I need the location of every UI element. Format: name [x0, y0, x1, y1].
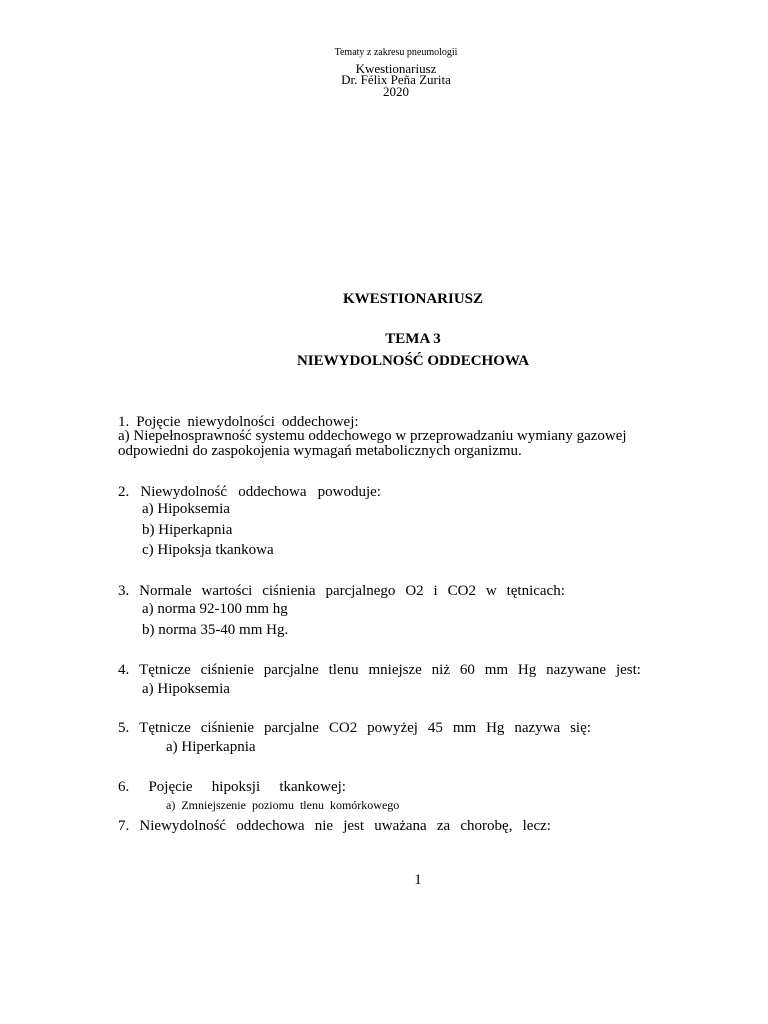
question-6: [118, 777, 346, 797]
subject-title: NIEWYDOLNOŚĆ ODDECHOWA: [296, 353, 530, 369]
header-author: Dr. Félix Peña Zurita: [341, 72, 451, 87]
question-3-answer-b: b) norma 35-40 mm Hg.: [142, 622, 289, 638]
question-number: 7.: [118, 818, 130, 834]
question-number: 4.: [118, 662, 130, 678]
question-5: [118, 718, 591, 738]
question-1-answer-line-2: odpowiedni do zaspokojenia wymagań metabolicznych organizmu.: [118, 443, 522, 459]
question-1-text: 1. Pojęcie niewydolności oddechowej:: [118, 414, 359, 430]
question-4-text: 4. Tętnicze ciśnienie parcjalne tlenu mniejsze niż 60 mm Hg nazywane jest:: [118, 662, 641, 678]
question-1-answer-line-1: a) Niepełnosprawność systemu oddechowego w przeprowadzaniu wymiany gazowej: [118, 428, 627, 444]
question-5-text: 5. Tętnicze ciśnienie parcjalne CO2 powyżej 45 mm Hg nazywa się:: [118, 720, 591, 736]
header-year: 2020: [383, 84, 409, 99]
question-5-answer: a) Hiperkapnia: [166, 739, 256, 755]
question-6-answer: a) Zmniejszenie poziomu tlenu komórkowego: [166, 798, 400, 812]
page-number: 1: [414, 872, 422, 888]
question-2-answer-a: a) Hipoksemia: [142, 501, 230, 517]
question-7-text: 7. Niewydolność oddechowa nie jest uważana za chorobę, lecz:: [118, 818, 551, 834]
question-2-answer-b: b) Hiperkapnia: [142, 522, 233, 538]
question-number: 2.: [118, 484, 130, 500]
question-4-answer: a) Hipoksemia: [142, 681, 230, 697]
question-number: 3.: [118, 583, 130, 599]
header-title: Kwestionariusz: [355, 61, 437, 76]
tema-label: TEMA 3: [385, 331, 441, 347]
question-number: 1.: [118, 414, 130, 430]
question-3-text: 3. Normale wartości ciśnienia parcjalnego O2 i CO2 w tętnicach:: [118, 583, 565, 599]
question-2-text: 2. Niewydolność oddechowa powoduje:: [118, 484, 381, 500]
header-topic: Tematy z zakresu pneumologii: [334, 47, 458, 58]
question-number: 6.: [118, 779, 130, 795]
document-title: KWESTIONARIUSZ: [342, 291, 484, 307]
question-4: [118, 660, 641, 680]
question-3: [118, 581, 565, 601]
question-6-text: 6. Pojęcie hipoksji tkankowej:: [118, 779, 346, 795]
question-3-answer-a: a) norma 92-100 mm hg: [142, 601, 288, 617]
question-number: 5.: [118, 720, 130, 736]
question-2-answer-c: c) Hipoksja tkankowa: [142, 542, 274, 558]
question-7: [118, 816, 551, 836]
